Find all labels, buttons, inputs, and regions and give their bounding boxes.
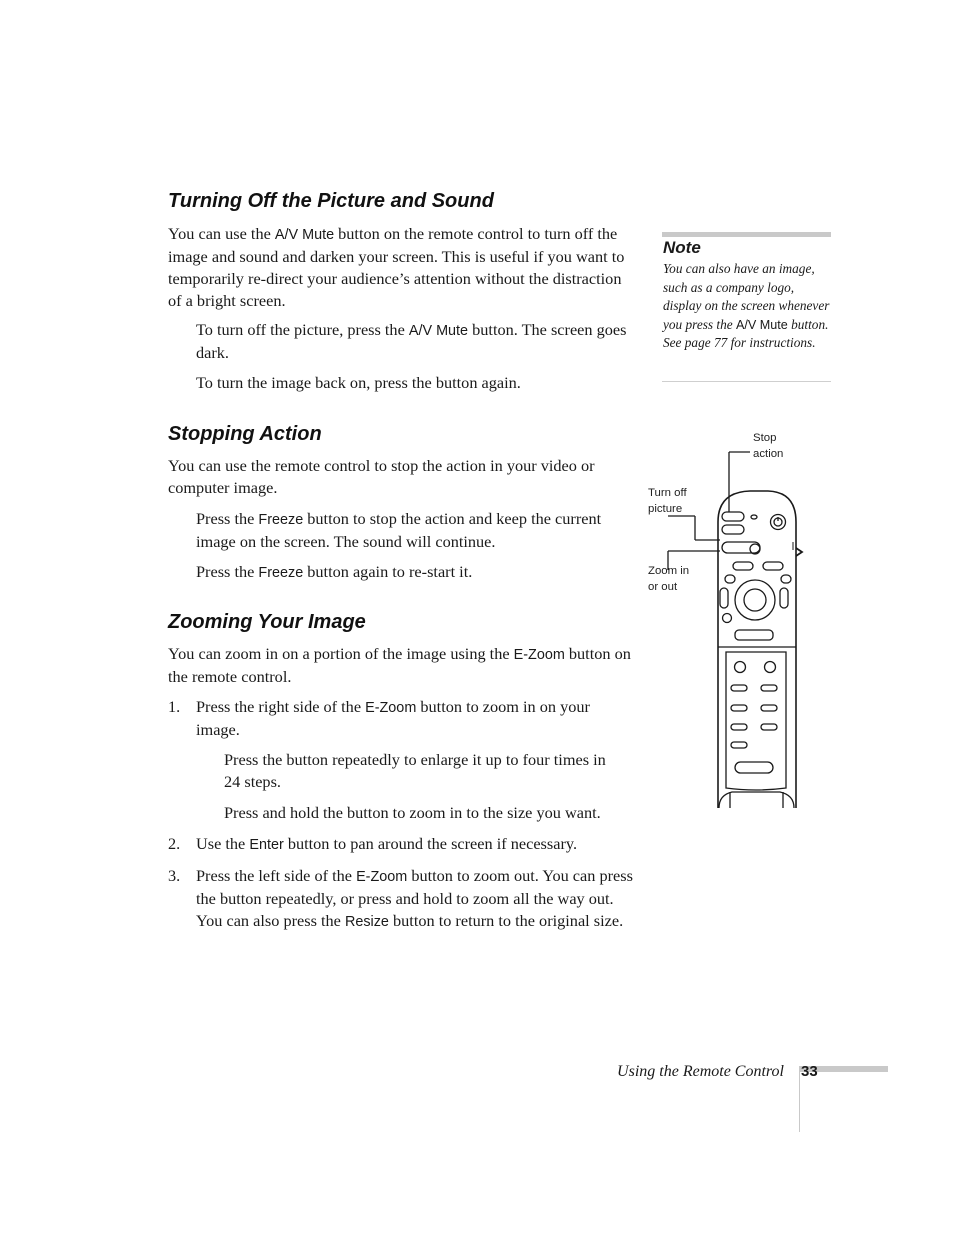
paragraph-turn-on-step: To turn the image back on, press the button again. [196,373,521,392]
list-item-2: 2. Use the Enter button to pan around the screen if necessary. [168,834,578,853]
list-number: 1. [168,697,181,716]
paragraph-stopping-intro: You can use the remote control to stop the action in your video or computer image. [168,456,595,497]
paragraph-zoom-intro: You can zoom in on a portion of the image using the E-Zoom button on the remote control. [168,644,631,686]
note-bottom-rule [662,381,831,382]
paragraph-freeze-restart: Press the Freeze button again to re-start it. [196,562,473,581]
button-ref-freeze: Freeze [258,565,304,581]
button-ref-ezoom: E-Zoom [356,869,408,885]
button-ref-av-mute: A/V Mute [736,317,788,332]
paragraph-turn-off-step: To turn off the picture, press the A/V Mute button. The screen goes dark. [196,320,627,362]
callout-turn-off-picture: Turn off picture [648,487,687,515]
list-number: 2. [168,834,181,853]
note-title: Note [663,238,701,257]
note-top-bar [662,232,831,237]
heading-stopping-action: Stopping Action [168,423,322,445]
callout-stop-action: Stop action [753,432,784,460]
button-ref-ezoom: E-Zoom [513,647,565,663]
footer-divider [799,1066,800,1132]
button-ref-ezoom: E-Zoom [365,700,417,716]
heading-zooming: Zooming Your Image [168,611,366,633]
list-item-1-sub-2: Press and hold the button to zoom in to the size you want. [224,803,601,822]
page-number: 33 [801,1063,818,1080]
remote-control-illustration [640,420,820,812]
button-ref-enter: Enter [249,837,284,853]
heading-turning-off: Turning Off the Picture and Sound [168,190,494,212]
list-item-3: 3. Press the left side of the E-Zoom button to zoom out. You can press the button repeatedly, or press and hold to zoom all the way out. You can also press the Resize button to return to the original size. [168,866,633,930]
paragraph-freeze-step: Press the Freeze button to stop the action and keep the current image on the screen. The sound will continue. [196,509,602,551]
note-body: You can also have an image, such as a company logo, display on the screen whenever you press the A/V Mute button. See page 77 for instructions. [663,261,830,350]
list-item-1: 1. Press the right side of the E-Zoom button to zoom in on your image. [168,697,590,739]
list-item-1-sub-1: Press the button repeatedly to enlarge it up to four times in 24 steps. [224,750,606,791]
button-ref-freeze: Freeze [258,512,304,528]
button-ref-resize: Resize [344,914,389,930]
running-footer-title: Using the Remote Control [617,1063,784,1080]
paragraph-turning-off-intro: You can use the A/V Mute button on the remote control to turn off the image and sound and darken your screen. This is useful if you want to temporarily re-direct your audience’s attention without the distraction of a bright screen. [168,224,625,310]
button-ref-av-mute: A/V Mute [274,227,335,243]
button-ref-av-mute: A/V Mute [408,323,469,339]
list-number: 3. [168,866,181,885]
callout-zoom: Zoom in or out [648,565,690,593]
